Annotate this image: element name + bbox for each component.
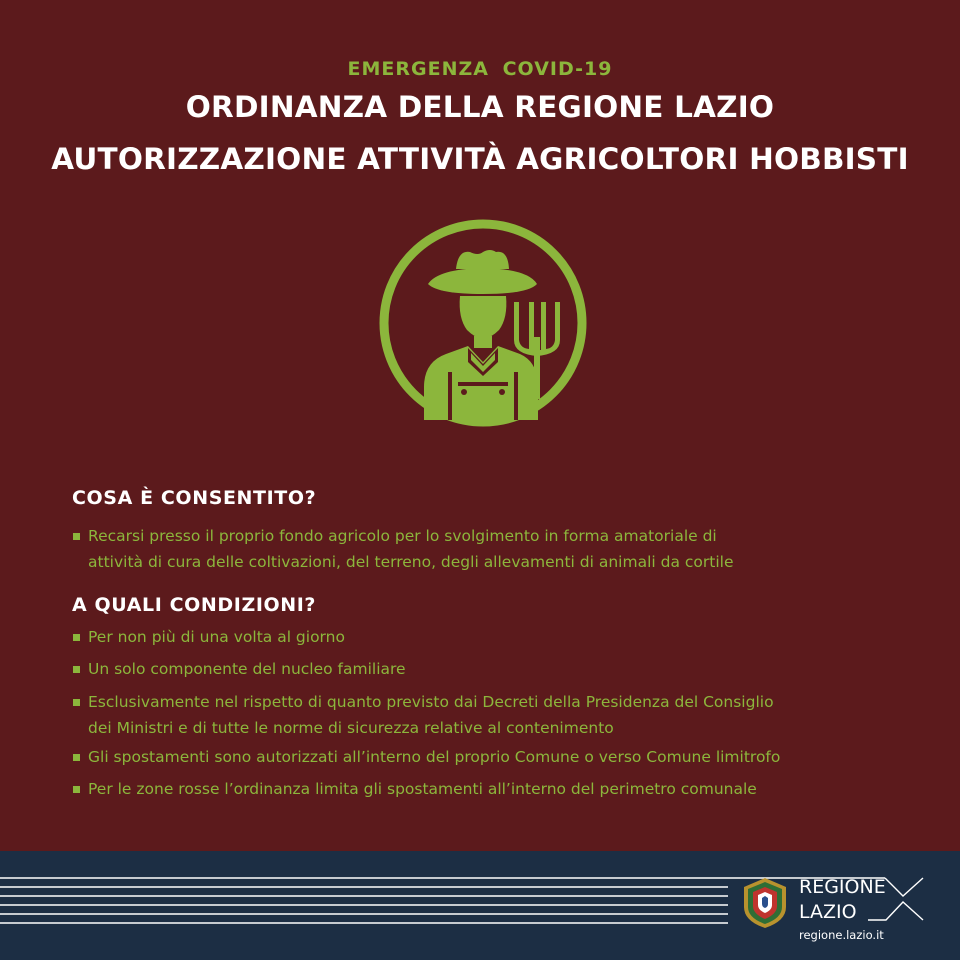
bullet-square-icon xyxy=(73,533,80,540)
bullet-square-icon xyxy=(73,754,80,761)
list-item-text-line1: Recarsi presso il proprio fondo agricolo per lo svolgimento in forma amatoriale di xyxy=(88,527,717,545)
farmer-icon xyxy=(378,212,589,434)
section-heading-allowed: COSA È CONSENTITO? xyxy=(72,487,317,509)
list-item-text-line1: Esclusivamente nel rispetto di quanto previsto dai Decreti della Presidenza del Consiglio xyxy=(88,693,774,711)
list-item xyxy=(73,776,903,802)
list-item-text-line1: Un solo componente del nucleo familiare xyxy=(88,660,406,678)
list-item xyxy=(73,523,903,575)
list-item-text-line2: attività di cura delle coltivazioni, del terreno, degli allevamenti di animali da cortile xyxy=(88,553,734,571)
bullet-square-icon xyxy=(73,666,80,673)
brand-name-line2: LAZIO xyxy=(799,901,857,923)
list-item-text-line2: dei Ministri e di tutte le norme di sicurezza relative al contenimento xyxy=(88,719,614,737)
footer-bar xyxy=(0,851,960,960)
list-item xyxy=(73,656,903,682)
section-heading-conditions: A QUALI CONDIZIONI? xyxy=(72,594,317,616)
list-item xyxy=(73,624,903,650)
bullet-square-icon xyxy=(73,634,80,641)
list-item-text-line1: Gli spostamenti sono autorizzati all’interno del proprio Comune o verso Comune limitrofo xyxy=(88,748,781,766)
kicker-label: EMERGENZA COVID-19 xyxy=(347,58,613,80)
list-item-text-line1: Per le zone rosse l’ordinanza limita gli spostamenti all’interno del perimetro comunale xyxy=(88,780,757,798)
page-title-line1: ORDINANZA DELLA REGIONE LAZIO xyxy=(185,90,775,124)
page-title-line2: AUTORIZZAZIONE ATTIVITÀ AGRICOLTORI HOBBISTI xyxy=(51,142,909,176)
list-item-text-line1: Per non più di una volta al giorno xyxy=(88,628,345,646)
list-item xyxy=(73,744,903,770)
list-item xyxy=(73,689,903,741)
bullet-square-icon xyxy=(73,699,80,706)
bullet-square-icon xyxy=(73,786,80,793)
regione-lazio-logo-icon xyxy=(741,877,789,929)
brand-name-line1: REGIONE xyxy=(799,876,886,898)
website-url[interactable]: regione.lazio.it xyxy=(799,928,884,942)
